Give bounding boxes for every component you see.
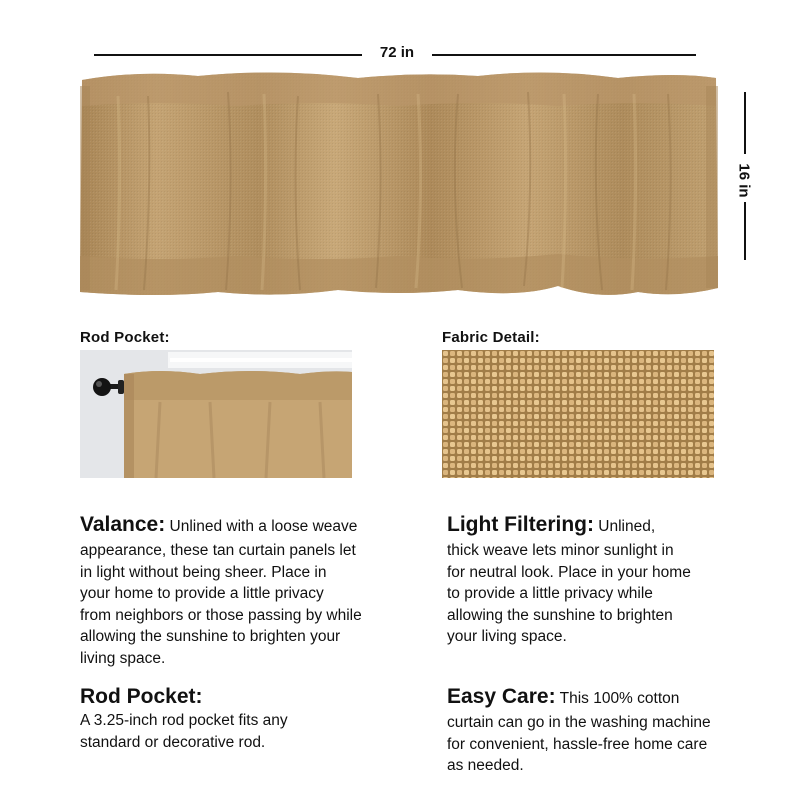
- feature-valance-line: in light without being sheer. Place in: [80, 563, 327, 581]
- feature-valance-line: living space.: [80, 649, 166, 667]
- height-dimension-label: 16 in: [735, 163, 753, 198]
- feature-valance-line: your home to provide a little privacy: [80, 585, 324, 602]
- feature-easy-care-title: Easy Care:: [447, 685, 556, 708]
- feature-valance-line: from neighbors or those passing by while: [80, 606, 362, 624]
- width-dimension-label: 72 in: [379, 44, 415, 61]
- feature-valance-line: Unlined with a loose weave: [169, 518, 358, 535]
- feature-light-filtering-line: thick weave lets minor sunlight in: [447, 542, 674, 559]
- feature-light-filtering-line: allowing the sunshine to brighten: [447, 606, 673, 624]
- feature-valance-line: allowing the sunshine to brighten your: [80, 628, 341, 645]
- rod-pocket-illustration: [80, 350, 352, 478]
- feature-valance: [80, 512, 410, 669]
- feature-easy-care: [447, 684, 767, 777]
- feature-rod-pocket-line: A 3.25-inch rod pocket fits any: [80, 712, 288, 729]
- feature-light-filtering-line: to provide a little privacy while: [447, 585, 653, 602]
- valance-image: [78, 66, 720, 300]
- feature-light-filtering-line: Unlined,: [598, 518, 656, 535]
- feature-rod-pocket-title: Rod Pocket:: [80, 685, 203, 708]
- rod-pocket-photo-heading: Rod Pocket:: [80, 329, 170, 346]
- feature-light-filtering: [447, 512, 767, 648]
- feature-light-filtering-title: Light Filtering:: [447, 513, 594, 536]
- feature-valance-title: Valance:: [80, 513, 166, 536]
- width-dimension-line-right: [432, 54, 696, 56]
- feature-easy-care-line: curtain can go in the washing machine: [447, 714, 711, 731]
- feature-easy-care-line: This 100% cotton: [559, 690, 680, 707]
- feature-easy-care-line: as needed.: [447, 757, 524, 774]
- feature-easy-care-line: for convenient, hassle-free home care: [447, 735, 708, 753]
- fabric-weave-illustration: [442, 350, 714, 478]
- rod-pocket-photo: [80, 350, 352, 478]
- height-dimension-line-top: [744, 92, 746, 154]
- feature-light-filtering-line: your living space.: [447, 628, 567, 645]
- feature-rod-pocket-line: standard or decorative rod.: [80, 733, 266, 751]
- width-dimension-line-left: [94, 54, 362, 56]
- fabric-detail-photo-heading: Fabric Detail:: [442, 329, 540, 346]
- fabric-detail-photo: [442, 350, 714, 478]
- valance-illustration: [78, 66, 720, 300]
- feature-light-filtering-line: for neutral look. Place in your home: [447, 563, 691, 581]
- height-dimension-line-bottom: [744, 202, 746, 260]
- feature-valance-line: appearance, these tan curtain panels let: [80, 542, 356, 559]
- feature-rod-pocket: [80, 684, 410, 753]
